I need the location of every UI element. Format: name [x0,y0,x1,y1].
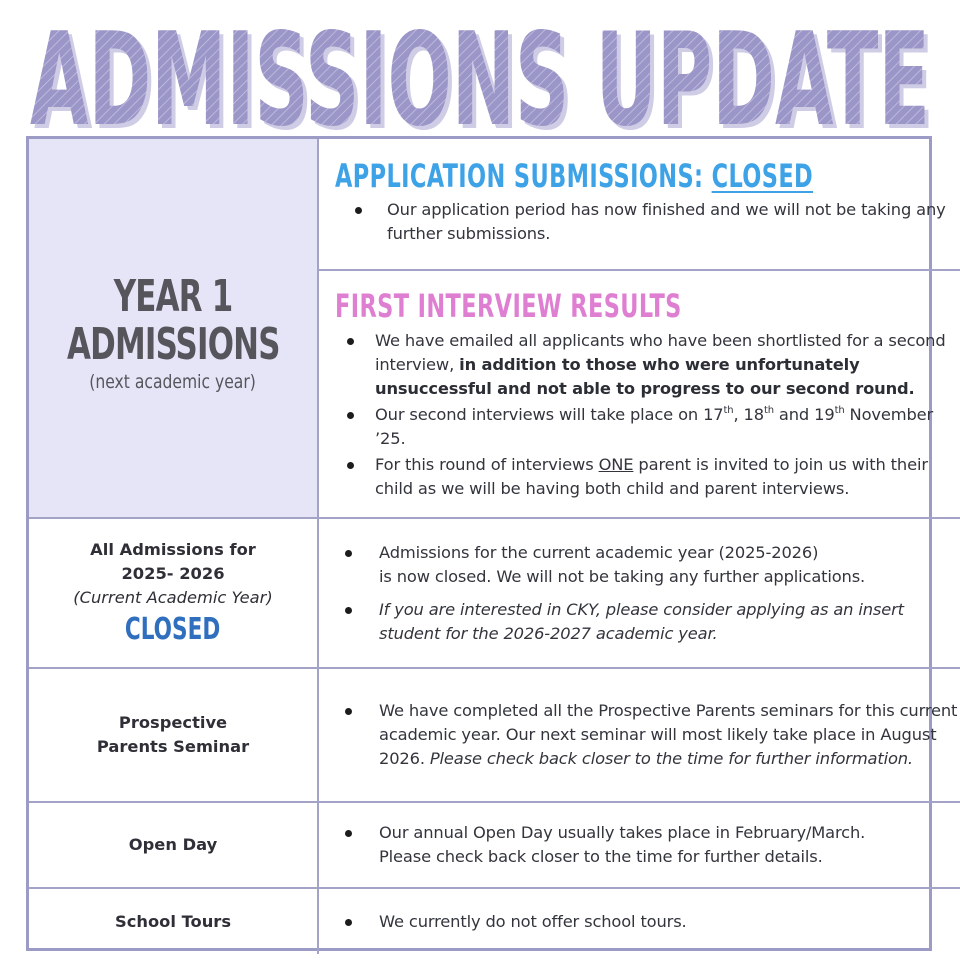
current-year-bullet-insert: If you are interested in CKY, please consider applying as an insert student for the 2026-2027 academic year. [319,598,960,646]
tours-label: School Tours [114,911,232,931]
current-year-content [319,519,960,669]
tours-bullet: We currently do not offer school tours. [319,910,960,934]
interview-heading: FIRST INTERVIEW RESULTS [335,287,682,325]
current-year-bullet-closed: Admissions for the current academic year (2025-2026) is now closed. We will not be taking any further applications. [319,541,960,589]
applications-heading-prefix: APPLICATION SUBMISSIONS: [335,157,712,195]
current-year-status: CLOSED [125,612,221,647]
admissions-table [26,136,958,951]
current-year-label-cell [29,519,319,669]
applications-list [335,198,948,246]
year1-title-line2: ADMISSIONS [66,319,280,370]
year1-title-line1: YEAR 1 [113,271,233,322]
banner-title: ADMISSIONS UPDATE [30,6,930,134]
year1-label-cell [29,139,319,519]
banner-title-graphic [0,0,960,134]
banner [0,0,960,134]
current-year-label-line3: (Current Academic Year) [73,588,273,607]
tours-list [319,910,960,934]
seminar-label-cell [29,669,319,803]
tours-content [319,889,960,954]
open-day-label: Open Day [128,835,218,854]
seminar-label-line1: Prospective [118,713,228,732]
interview-bullet-emailed: We have emailed all applicants who have been shortlisted for a second interview, in addition to those who were unfortunately unsuccessful and not able to progress to our second round. [335,329,948,401]
year1-subtitle: (next academic year) [89,371,257,393]
interview-bullet-parent: For this round of interviews ONE parent is invited to join us with their child as we will be having both child and parent interviews. [335,453,948,501]
applications-heading [335,157,813,195]
open-day-content [319,803,960,889]
current-year-label-line1: All Admissions for [90,540,256,559]
open-day-label-cell [29,803,319,889]
applications-status: CLOSED [711,157,814,195]
current-year-list [319,541,960,646]
open-day-bullet: Our annual Open Day usually takes place in February/March. Please check back closer to the time for further details. [319,821,960,869]
applications-bullet: Our application period has now finished and we will not be taking any further submissions. [335,198,948,246]
seminar-content [319,669,960,803]
applications-section [319,139,960,271]
seminar-label-line2: Parents Seminar [96,737,250,756]
seminar-bullet: We have completed all the Prospective Parents seminars for this current academic year. Our next seminar will most likely take place in August 2026. Please check back closer to the time for further information. [319,699,960,771]
seminar-list [319,699,960,771]
interview-bullet-dates: Our second interviews will take place on 17th, 18th and 19th November ’25. [335,403,948,451]
interview-list [335,329,948,501]
open-day-list [319,821,960,869]
tours-label-cell [29,889,319,954]
interview-section [319,271,960,519]
current-year-label-line2: 2025- 2026 [121,564,225,583]
banner-title-shadow: ADMISSIONS UPDATE [34,10,934,134]
